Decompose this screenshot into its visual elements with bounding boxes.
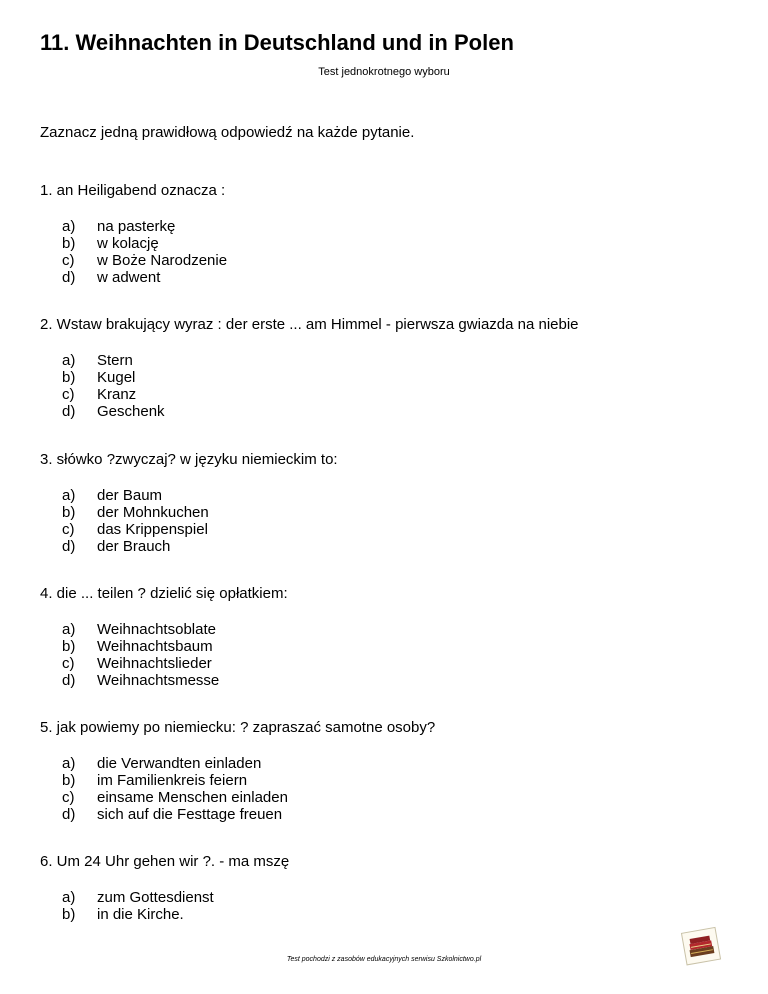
option-text: die Verwandten einladen <box>97 755 262 772</box>
option-text: Kranz <box>97 386 137 403</box>
question-2 <box>40 316 579 420</box>
question-1 <box>40 182 227 286</box>
option-text: na pasterkę <box>97 218 176 235</box>
option-letter: a) <box>62 889 76 906</box>
option-text: Kugel <box>97 369 136 386</box>
option-letter: a) <box>62 487 76 504</box>
question-4 <box>40 585 288 689</box>
answer-option <box>40 235 227 252</box>
option-letter: c) <box>62 252 75 269</box>
option-text: zum Gottesdienst <box>97 889 214 906</box>
answer-option <box>40 889 289 906</box>
option-letter: d) <box>62 806 76 823</box>
answer-option <box>40 252 227 269</box>
answer-option <box>40 386 579 403</box>
option-letter: c) <box>62 386 75 403</box>
question-text: 4. die ... teilen ? dzielić się opłatkiem: <box>40 585 288 602</box>
answer-option <box>40 538 338 555</box>
option-letter: b) <box>62 906 76 923</box>
option-text: Weihnachtsbaum <box>97 638 213 655</box>
answer-options <box>40 218 227 286</box>
answer-option <box>40 772 435 789</box>
option-text: Geschenk <box>97 403 165 420</box>
option-text: Weihnachtslieder <box>97 655 212 672</box>
answer-options <box>40 889 289 923</box>
option-text: Weihnachtsmesse <box>97 672 220 689</box>
option-letter: b) <box>62 638 76 655</box>
option-letter: c) <box>62 521 75 538</box>
option-text: Weihnachtsoblate <box>97 621 216 638</box>
question-5 <box>40 719 435 823</box>
option-text: der Baum <box>97 487 163 504</box>
answer-options <box>40 352 579 420</box>
option-letter: b) <box>62 369 76 386</box>
books-icon <box>678 925 726 967</box>
option-letter: b) <box>62 235 76 252</box>
answer-option <box>40 672 288 689</box>
option-text: w adwent <box>97 269 161 286</box>
option-letter: d) <box>62 672 76 689</box>
question-text: 3. słówko ?zwyczaj? w języku niemieckim to: <box>40 451 338 468</box>
question-text: 2. Wstaw brakujący wyraz : der erste ... am Himmel - pierwsza gwiazda na niebie <box>40 316 579 333</box>
option-letter: a) <box>62 755 76 772</box>
option-letter: c) <box>62 655 75 672</box>
option-letter: b) <box>62 772 76 789</box>
option-text: der Mohnkuchen <box>97 504 209 521</box>
option-text: der Brauch <box>97 538 171 555</box>
answer-option <box>40 269 227 286</box>
answer-option <box>40 504 338 521</box>
option-text: einsame Menschen einladen <box>97 789 288 806</box>
answer-option <box>40 806 435 823</box>
answer-option <box>40 487 338 504</box>
option-text: sich auf die Festtage freuen <box>97 806 283 823</box>
option-letter: d) <box>62 403 76 420</box>
option-text: w Boże Narodzenie <box>97 252 228 269</box>
option-text: im Familienkreis feiern <box>97 772 248 789</box>
question-text: 1. an Heiligabend oznacza : <box>40 182 226 199</box>
option-letter: b) <box>62 504 76 521</box>
instruction: Zaznacz jedną prawidłową odpowiedź na każde pytanie. <box>40 124 415 141</box>
option-letter: c) <box>62 789 75 806</box>
question-text: 5. jak powiemy po niemiecku: ? zapraszać samotne osoby? <box>40 719 436 736</box>
page-title: 11. Weihnachten in Deutschland und in Polen <box>40 30 514 55</box>
question-6 <box>40 853 289 923</box>
answer-option <box>40 638 288 655</box>
option-letter: a) <box>62 621 76 638</box>
answer-option <box>40 218 227 235</box>
subtitle: Test jednokrotnego wyboru <box>318 66 450 78</box>
option-letter: d) <box>62 269 76 286</box>
question-3 <box>40 451 338 555</box>
question-text: 6. Um 24 Uhr gehen wir ?. - ma mszę <box>40 853 290 870</box>
option-text: das Krippenspiel <box>97 521 208 538</box>
answer-option <box>40 521 338 538</box>
answer-option <box>40 906 289 923</box>
option-letter: d) <box>62 538 76 555</box>
answer-option <box>40 655 288 672</box>
option-text: w kolację <box>97 235 159 252</box>
answer-options <box>40 487 338 555</box>
option-text: Stern <box>97 352 133 369</box>
option-text: in die Kirche. <box>97 906 184 923</box>
answer-option <box>40 621 288 638</box>
answer-options <box>40 621 288 689</box>
answer-option <box>40 789 435 806</box>
option-letter: a) <box>62 218 76 235</box>
option-letter: a) <box>62 352 76 369</box>
answer-options <box>40 755 435 823</box>
answer-option <box>40 403 579 420</box>
answer-option <box>40 352 579 369</box>
answer-option <box>40 369 579 386</box>
answer-option <box>40 755 435 772</box>
footer-source-note: Test pochodzi z zasobów edukacyjnych serwisu Szkolnictwo.pl <box>286 956 482 963</box>
